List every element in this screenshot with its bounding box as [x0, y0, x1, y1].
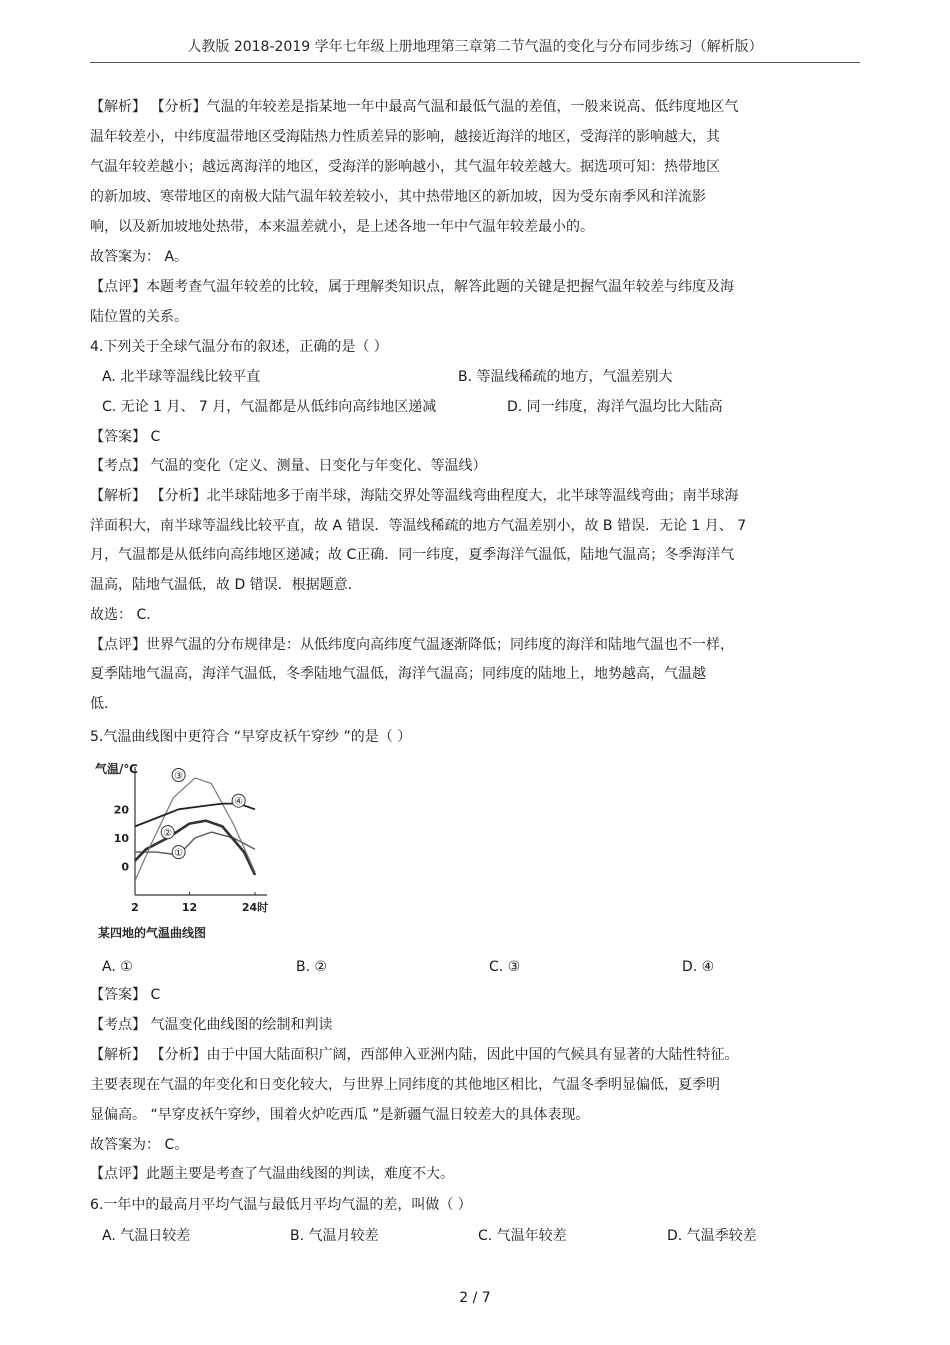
- text-line: 洋面积大，南半球等温线比较平直，故 A 错误．等温线稀疏的地方气温差别小，故 B 错误．无论 1 月、 7: [90, 518, 747, 534]
- q6-option-d: D. 气温季较差: [667, 1228, 757, 1244]
- text-line: 主要表现在气温的年变化和日变化较大，与世界上同纬度的其他地区相比，气温冬季明显偏低，夏季明: [90, 1077, 720, 1093]
- q4-option-a: A. 北半球等温线比较平直: [102, 369, 261, 385]
- q6-option-b: B. 气温月较差: [290, 1228, 379, 1244]
- chart-series: [135, 769, 255, 881]
- q6-option-a: A. 气温日较差: [102, 1228, 191, 1244]
- series-label: ①: [174, 848, 184, 860]
- text-line: 故答案为： C。: [90, 1137, 189, 1153]
- question-5: 5.气温曲线图中更符合 “早穿皮袄午穿纱 ”的是（ ）: [90, 729, 412, 745]
- text-line: 的新加坡、寒带地区的南极大陆气温年较差较小，其中热带地区的新加坡，因为受东南季风和洋流影: [90, 189, 706, 205]
- text-line: 故答案为： A。: [90, 249, 189, 265]
- document-header: 人教版 2018-2019 学年七年级上册地理第三章第二节气温的变化与分布同步练习（解析版）: [187, 39, 763, 55]
- text-line: 低．: [90, 696, 118, 712]
- q4-option-d: D. 同一纬度，海洋气温均比大陆高: [507, 399, 723, 415]
- text-line: 气温年较差越小；越远离海洋的地区，受海洋的影响越小，其气温年较差越大。据选项可知：热带地区: [90, 159, 720, 175]
- text-line: 【点评】此题主要是考查了气温曲线图的判读，难度不大。: [90, 1166, 454, 1182]
- header-divider: [90, 62, 860, 63]
- temperature-curve-chart: [90, 755, 300, 945]
- x-tick-label: 12: [181, 901, 198, 914]
- chart-title: 某四地的气温曲线图: [98, 926, 207, 940]
- text-line: 月，气温都是从低纬向高纬地区递减；故 C正确．同一纬度，夏季海洋气温低，陆地气温高；冬季海洋气: [90, 547, 735, 563]
- q5-option-c: C. ③: [489, 959, 521, 975]
- q6-option-c: C. 气温年较差: [478, 1228, 567, 1244]
- text-line: 夏季陆地气温高，海洋气温低，冬季陆地气温低，海洋气温高；同纬度的陆地上，地势越高，气温越: [90, 666, 706, 682]
- q4-option-c: C. 无论 1 月、 7 月，气温都是从低纬向高纬地区递减: [102, 399, 437, 415]
- text-line: 【答案】 C: [90, 429, 161, 445]
- q5-option-b: B. ②: [296, 959, 328, 975]
- text-line: 【考点】 气温的变化（定义、测量、日变化与年变化、等温线）: [90, 458, 487, 474]
- text-line: 故选： C．: [90, 607, 161, 623]
- x-tick-label: 2: [131, 901, 139, 914]
- series-line: [135, 778, 255, 881]
- series-label: ②: [163, 828, 173, 840]
- y-tick-label: 20: [113, 803, 129, 817]
- series-label: ③: [174, 771, 184, 782]
- q5-option-a: A. ①: [102, 959, 133, 975]
- y-tick-label: 0: [121, 860, 129, 874]
- text-line: 响，以及新加坡地处热带，本来温差就小，是上述各地一年中气温年较差最小的。: [90, 219, 594, 235]
- text-line: 显偏高。 “早穿皮袄午穿纱，围着火炉吃西瓜 ”是新疆气温日较差大的具体表现。: [90, 1107, 590, 1123]
- q4-option-b: B. 等温线稀疏的地方，气温差别大: [458, 369, 673, 385]
- text-line: 【考点】 气温变化曲线图的绘制和判读: [90, 1017, 333, 1033]
- question-4: 4.下列关于全球气温分布的叙述，正确的是（ ）: [90, 339, 388, 355]
- page-number: 2 / 7: [459, 1290, 491, 1306]
- y-axis-label: 气温/℃: [95, 762, 138, 776]
- x-tick-label: 24时: [241, 901, 269, 914]
- series-label: ④: [234, 796, 244, 808]
- y-tick-label: 10: [113, 831, 129, 845]
- text-line: 【答案】 C: [90, 987, 161, 1003]
- text-line: 温年较差小，中纬度温带地区受海陆热力性质差异的影响，越接近海洋的地区，受海洋的影响越大，其: [90, 129, 720, 145]
- series-line: [135, 821, 255, 875]
- chart-axes: [135, 767, 267, 895]
- text-line: 温高，陆地气温低，故 D 错误．根据题意．: [90, 577, 362, 593]
- text-line: 【点评】本题考查气温年较差的比较，属于理解类知识点，解答此题的关键是把握气温年较差与纬度及海: [90, 279, 734, 295]
- text-line: 【点评】世界气温的分布规律是：从低纬度向高纬度气温逐渐降低；同纬度的海洋和陆地气温也不一样，: [90, 637, 734, 653]
- q5-option-d: D. ④: [682, 959, 715, 975]
- question-6: 6.一年中的最高月平均气温与最低月平均气温的差，叫做（ ）: [90, 1197, 472, 1213]
- text-line: 【解析】 【分析】由于中国大陆面积广阔，西部伸入亚洲内陆，因此中国的气候具有显著的大陆性特征。: [90, 1047, 739, 1063]
- text-line: 【解析】 【分析】北半球陆地多于南半球，海陆交界处等温线弯曲程度大，北半球等温线弯曲；南半球海: [90, 488, 739, 504]
- text-line: 陆位置的关系。: [90, 309, 188, 325]
- text-line: 【解析】 【分析】气温的年较差是指某地一年中最高气温和最低气温的差值，一般来说高、低纬度地区气: [90, 99, 739, 115]
